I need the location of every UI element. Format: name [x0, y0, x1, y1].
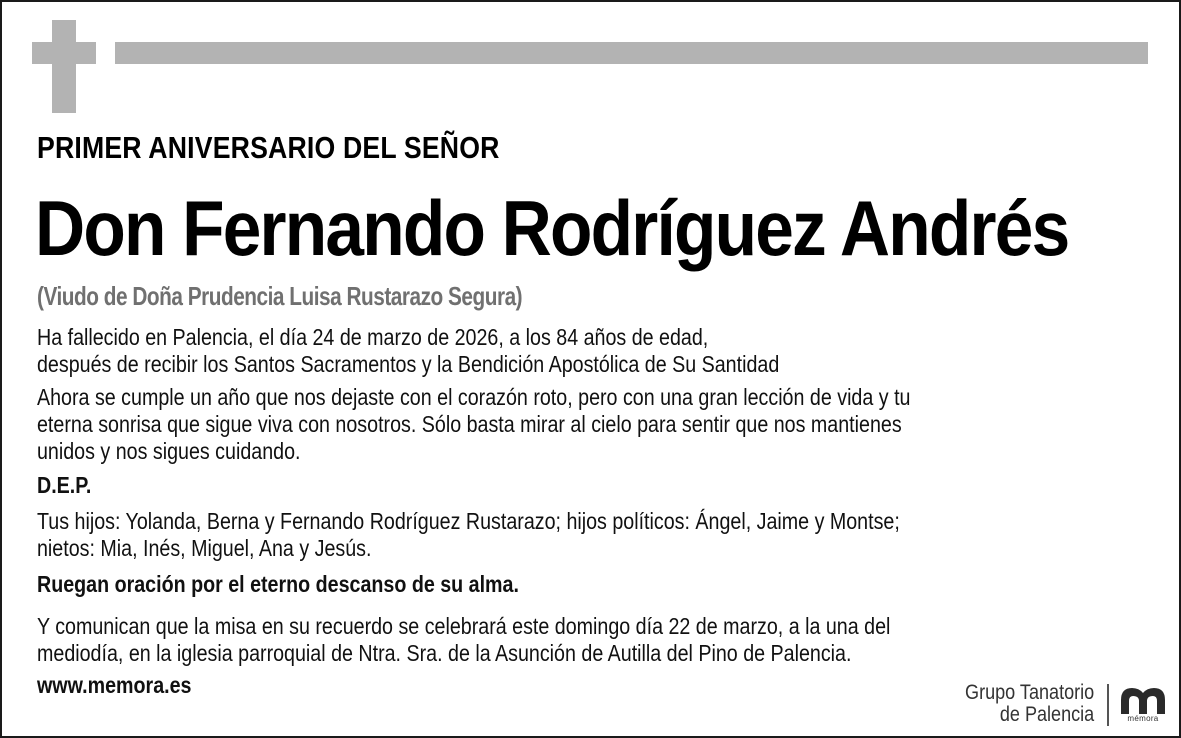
- death-details-line: después de recibir los Santos Sacramentos y la Bendición Apostólica de Su Santidad: [37, 351, 780, 377]
- death-details: [37, 324, 905, 378]
- memorial-message: [37, 384, 1059, 465]
- memorial-message-line: eterna sonrisa que sigue viva con nosotros. Sólo basta mirar al cielo para sentir que nos mantienes: [37, 411, 902, 437]
- header-rule: [115, 42, 1148, 64]
- mass-announcement: [37, 613, 1035, 667]
- deceased-name: Don Fernando Rodríguez Andrés: [35, 184, 1069, 272]
- dep-label: D.E.P.: [37, 472, 92, 498]
- spouse-note: (Viudo de Doña Prudencia Luisa Rustarazo Segura): [37, 281, 523, 311]
- memorial-message-line: Ahora se cumple un año que nos dejaste con el corazón roto, pero con una gran lección de vida y tu: [37, 384, 911, 410]
- website-link[interactable]: www.memora.es: [37, 672, 192, 698]
- logo-divider: [1107, 684, 1109, 726]
- family-list: [37, 508, 1046, 562]
- family-list-line: Tus hijos: Yolanda, Berna y Fernando Rodríguez Rustarazo; hijos políticos: Ángel, Jaime y Montse;: [37, 508, 900, 534]
- funeral-home-line: de Palencia: [999, 703, 1094, 726]
- memora-brand-text: mémora: [1127, 714, 1159, 723]
- family-list-line: nietos: Mia, Inés, Miguel, Ana y Jesús.: [37, 535, 372, 561]
- death-details-line: Ha fallecido en Palencia, el día 24 de marzo de 2026, a los 84 años de edad,: [37, 324, 709, 350]
- cross-icon: [52, 20, 76, 113]
- funeral-home-name: [944, 682, 1094, 726]
- prayer-request: Ruegan oración por el eterno descanso de su alma.: [37, 571, 519, 597]
- mass-announcement-line: Y comunican que la misa en su recuerdo se celebrará este domingo día 22 de marzo, a la una del: [37, 613, 891, 639]
- funeral-home-line: Grupo Tanatorio: [964, 681, 1094, 704]
- cross-icon-arm: [32, 42, 96, 64]
- notice-heading: PRIMER ANIVERSARIO DEL SEÑOR: [37, 130, 500, 165]
- memorial-message-line: unidos y nos sigues cuidando.: [37, 438, 301, 464]
- mass-announcement-line: mediodía, en la iglesia parroquial de Ntra. Sra. de la Asunción de Autilla del Pino de Palencia.: [37, 640, 852, 666]
